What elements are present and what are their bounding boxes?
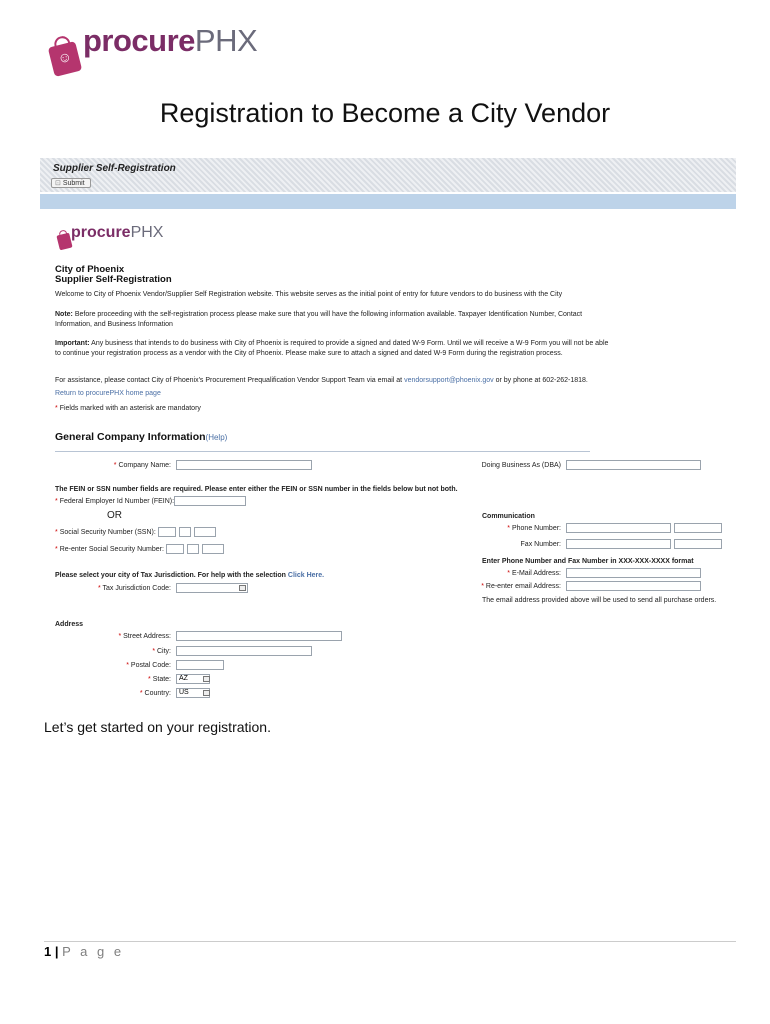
ssn-input-part2[interactable] <box>179 527 191 537</box>
procurephx-small-logo: procurePHX <box>71 224 164 241</box>
communication-title: Communication <box>482 513 535 520</box>
get-started-text: Let’s get started on your registration. <box>44 719 271 735</box>
postal-input[interactable] <box>176 660 224 670</box>
page-label: P a g e <box>62 944 125 959</box>
city-name: City of Phoenix <box>55 264 125 275</box>
country-lookup-icon[interactable] <box>203 690 210 696</box>
email-label: * E-Mail Address: <box>507 570 561 577</box>
ssn-reenter-label: * Re-enter Social Security Number: <box>55 546 164 553</box>
state-label: * State: <box>148 676 171 683</box>
street-label: * Street Address: <box>118 633 171 640</box>
phone-extension-input[interactable] <box>674 523 722 533</box>
tax-jurisdiction-note: Please select your city of Tax Jurisdiction. For help with the selection Click Here. <box>55 572 325 579</box>
form-header <box>40 158 736 192</box>
country-label: * Country: <box>139 690 171 697</box>
tax-code-label: * Tax Jurisdiction Code: <box>97 585 171 592</box>
city-input[interactable] <box>176 646 312 656</box>
city-label: * City: <box>152 648 171 655</box>
help-link[interactable]: (Help) <box>205 433 228 442</box>
state-select[interactable]: AZ <box>176 674 210 684</box>
ssn-input-part3[interactable] <box>194 527 216 537</box>
dba-input[interactable] <box>566 460 701 470</box>
registration-heading: Supplier Self-Registration <box>55 274 172 285</box>
assistance-text: For assistance, please contact City of Phoenix's Procurement Prequalification Vendor Support Team via email at vendorsupport@phoenix.gov or by phone at 602-262-1818. <box>55 377 588 384</box>
return-home-link[interactable]: Return to procurePHX home page <box>55 390 161 397</box>
welcome-text: Welcome to City of Phoenix Vendor/Supplier Self Registration website. This website serves as the initial point of entry for future vendors to do business with the City <box>55 291 563 298</box>
phone-label: * Phone Number: <box>507 525 561 532</box>
company-name-label: * Company Name: <box>113 462 171 469</box>
important-text: Important: Any business that intends to do business with City of Phoenix is required to provide a signed and dated W-9 Form. Until we will receive a W-9 Form you will not be able <box>55 340 609 347</box>
fax-extension-input[interactable] <box>674 539 722 549</box>
submit-button[interactable]: ⊡ Submit <box>51 178 91 188</box>
phone-input[interactable] <box>566 523 671 533</box>
general-company-info-title: General Company Information(Help) <box>55 431 228 443</box>
footer-separator: | <box>54 944 59 959</box>
procurephx-logo: procurePHX <box>83 23 258 58</box>
note-text: Note: Before proceeding with the self-registration process please make sure that you will have the following information available. Taxpayer Identification Number, Contact <box>55 311 583 318</box>
company-name-input[interactable] <box>176 460 312 470</box>
form-header-title: Supplier Self-Registration <box>53 163 176 174</box>
mandatory-note: * Fields marked with an asterisk are mandatory <box>55 405 201 412</box>
tax-code-lookup-icon[interactable] <box>239 585 246 591</box>
ssn-reenter-input-part3[interactable] <box>202 544 224 554</box>
ssn-label: * Social Security Number (SSN): <box>55 529 156 536</box>
or-label: OR <box>107 510 122 521</box>
street-input[interactable] <box>176 631 342 641</box>
country-select[interactable]: US <box>176 688 210 698</box>
support-email-link[interactable]: vendorsupport@phoenix.gov <box>404 377 494 384</box>
page-number: 1 <box>44 944 52 959</box>
dba-label: Doing Business As (DBA) <box>481 462 561 469</box>
tax-code-input[interactable] <box>176 583 248 593</box>
form-header-bar <box>40 194 736 209</box>
fax-label: Fax Number: <box>520 541 561 548</box>
ssn-input-part1[interactable] <box>158 527 176 537</box>
fein-input[interactable] <box>174 496 246 506</box>
footer-divider <box>44 941 736 942</box>
registration-form-screenshot <box>40 158 736 702</box>
postal-label: * Postal Code: <box>126 662 171 669</box>
fein-ssn-note: The FEIN or SSN number fields are required. Please enter either the FEIN or SSN number in the fields below but not both. <box>55 486 458 493</box>
procurephx-logo-bag-icon <box>48 41 82 77</box>
page-footer <box>44 944 124 959</box>
state-lookup-icon[interactable] <box>203 676 210 682</box>
section-divider <box>55 451 590 452</box>
email-reenter-input[interactable] <box>566 581 701 591</box>
phone-format-note: Enter Phone Number and Fax Number in XXX-XXX-XXXX format <box>482 558 694 565</box>
fein-label: * Federal Employer Id Number (FEIN): <box>55 498 175 505</box>
document-title: Registration to Become a City Vendor <box>159 98 611 128</box>
ssn-reenter-input-part1[interactable] <box>166 544 184 554</box>
fax-input[interactable] <box>566 539 671 549</box>
ssn-reenter-input-part2[interactable] <box>187 544 199 554</box>
tax-help-link[interactable]: Click Here. <box>287 572 325 579</box>
important-text-line2: to continue your registration process as a vendor with the City of Phoenix. Please make sure to attach a signed and dated W-9 Form during the registration process. <box>55 350 563 357</box>
email-input[interactable] <box>566 568 701 578</box>
email-usage-note: The email address provided above will be used to send all purchase orders. <box>482 597 717 604</box>
address-title: Address <box>55 621 84 628</box>
note-text-line2: Information, and Business Information <box>55 321 173 328</box>
email-reenter-label: * Re-enter email Address: <box>481 583 561 590</box>
